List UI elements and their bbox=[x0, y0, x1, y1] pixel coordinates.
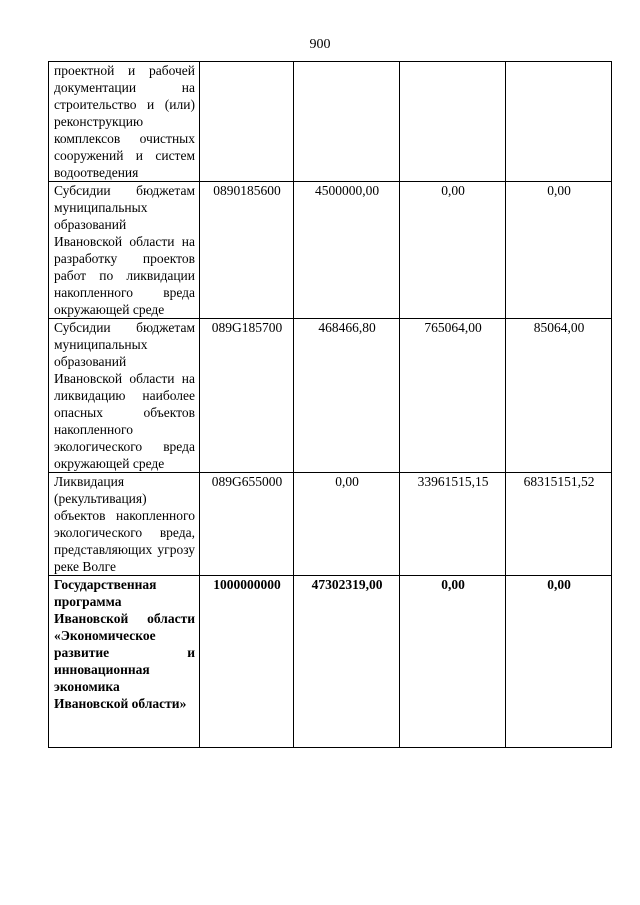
row-amount-3: 0,00 bbox=[506, 182, 612, 319]
row-amount-2 bbox=[400, 62, 506, 182]
row-name: Субсидии бюджетам муниципальных образований Ивановской области на ликвидацию наиболее опасных объектов накопленного экологического вреда окружающей среде bbox=[49, 319, 200, 473]
row-amount-1: 0,00 bbox=[294, 473, 400, 576]
table-row bbox=[49, 62, 612, 182]
row-amount-1: 4500000,00 bbox=[294, 182, 400, 319]
row-amount-1: 47302319,00 bbox=[294, 576, 400, 748]
table-row bbox=[49, 576, 612, 748]
page-number: 900 bbox=[309, 37, 331, 52]
row-amount-2: 765064,00 bbox=[400, 319, 506, 473]
row-code: 089G185700 bbox=[200, 319, 294, 473]
row-amount-2: 0,00 bbox=[400, 182, 506, 319]
row-amount-2: 0,00 bbox=[400, 576, 506, 748]
row-code: 089G655000 bbox=[200, 473, 294, 576]
row-code: 1000000000 bbox=[200, 576, 294, 748]
row-name: проектной и рабочей документации на строительство и (или) реконструкцию комплексов очистных сооружений и систем водоотведения bbox=[49, 62, 200, 182]
row-name: Ликвидация (рекультивация) объектов накопленного экологического вреда, представляющих угрозу реке Волге bbox=[49, 473, 200, 576]
row-amount-3: 0,00 bbox=[506, 576, 612, 748]
table-row bbox=[49, 319, 612, 473]
row-name: Субсидии бюджетам муниципальных образований Ивановской области на разработку проектов работ по ликвидации накопленного вреда окружающей среде bbox=[49, 182, 200, 319]
row-code: 0890185600 bbox=[200, 182, 294, 319]
row-amount-1: 468466,80 bbox=[294, 319, 400, 473]
row-amount-3 bbox=[506, 62, 612, 182]
row-code bbox=[200, 62, 294, 182]
table-row bbox=[49, 473, 612, 576]
row-amount-2: 33961515,15 bbox=[400, 473, 506, 576]
table-row bbox=[49, 182, 612, 319]
row-amount-1 bbox=[294, 62, 400, 182]
row-amount-3: 68315151,52 bbox=[506, 473, 612, 576]
row-amount-3: 85064,00 bbox=[506, 319, 612, 473]
row-name: Государственная программа Ивановской области «Экономическое развитие и инновационная экономика Ивановской области» bbox=[49, 576, 200, 748]
budget-table bbox=[48, 61, 612, 748]
